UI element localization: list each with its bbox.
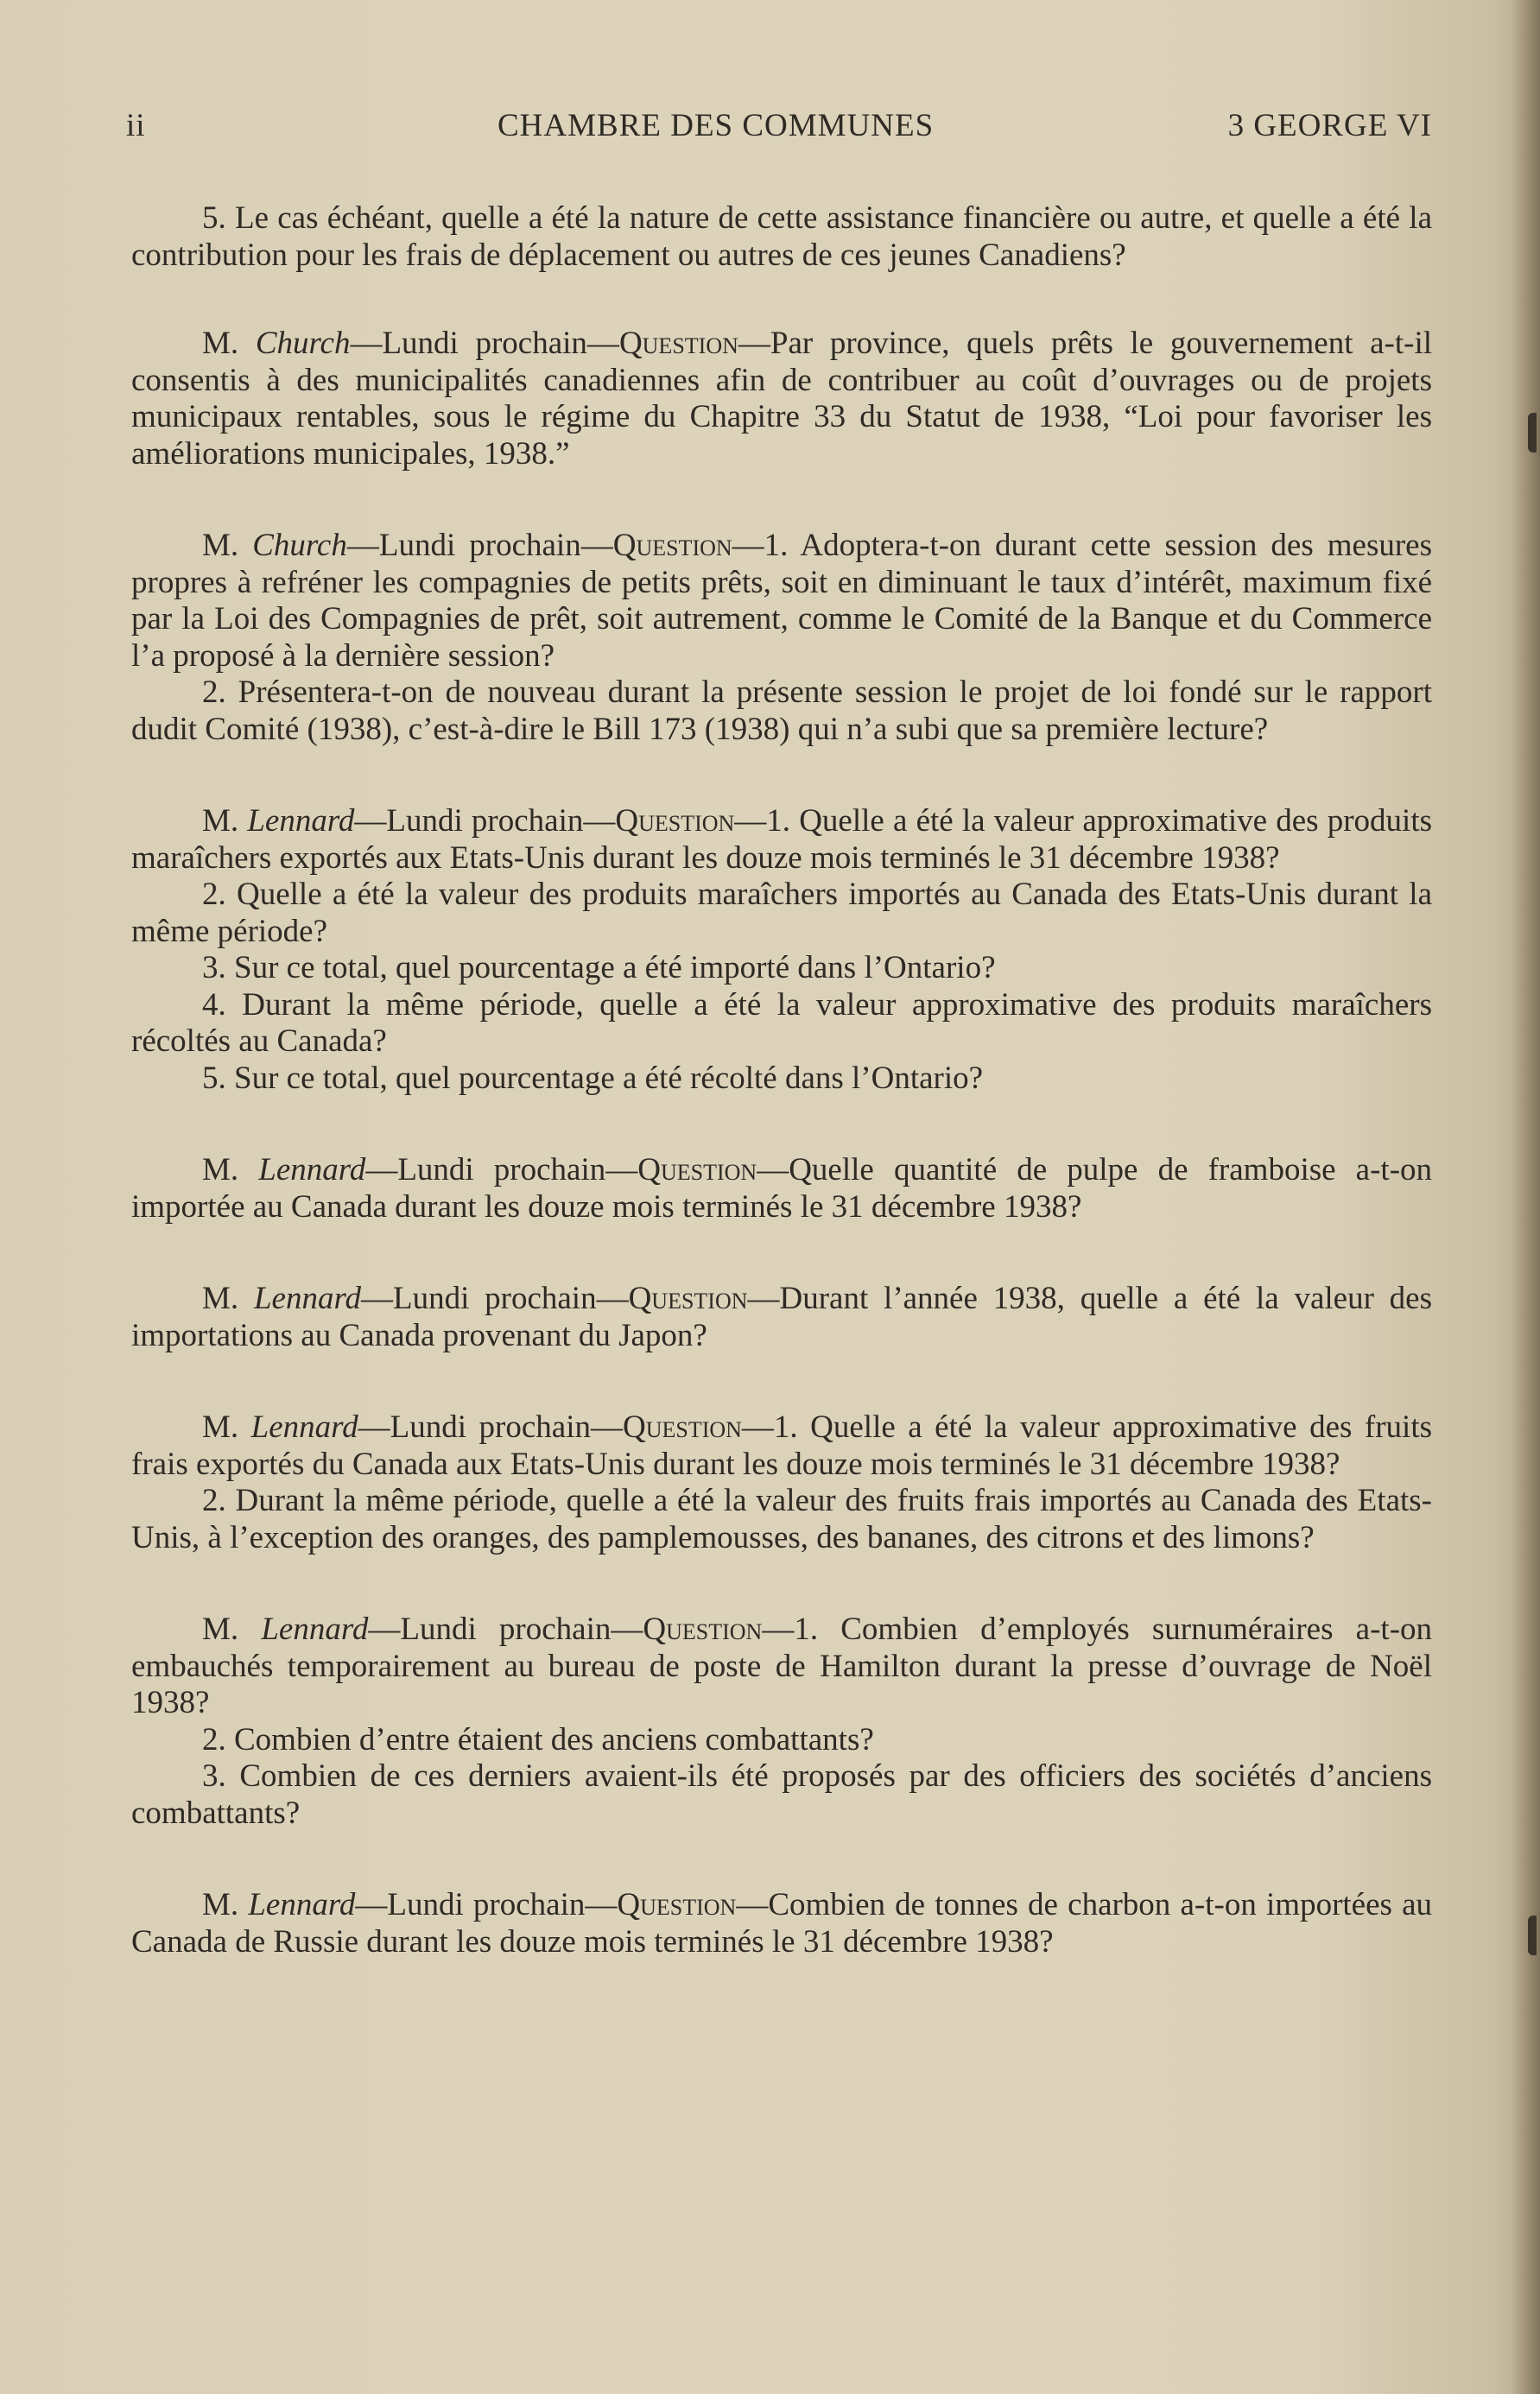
question-entry	[131, 1612, 1432, 1832]
question-paragraph	[131, 1758, 1432, 1832]
dash: —Lundi prochain—	[346, 528, 613, 563]
question-label: Question	[617, 1887, 737, 1922]
member-name: Lennard	[250, 1409, 358, 1445]
member-title: M.	[202, 803, 239, 839]
question-label: Question	[643, 1612, 763, 1647]
question-entry	[131, 326, 1432, 472]
page-number: ii	[126, 108, 146, 143]
member-name: Lennard	[258, 1152, 366, 1188]
member-name: Lennard	[253, 1281, 361, 1316]
question-entry	[131, 803, 1432, 1097]
continued-question	[131, 200, 1432, 274]
dash: —	[757, 1152, 789, 1188]
question-paragraph	[131, 1152, 1432, 1226]
question-text: Durant l’année 1938, quelle a été la valeur des importations au Canada provenant du Japon?	[131, 1281, 1432, 1353]
question-label: Question	[637, 1152, 757, 1188]
dash: —Lundi prochain—	[368, 1612, 643, 1647]
dash: —	[762, 1612, 795, 1647]
question-entry	[131, 528, 1432, 748]
question-text: Par province, quels prêts le gouvernement a-t-il consentis à des municipalités canadiennes afin de contribuer au coût d’ouvrages ou de projets municipaux rentables, sous le régime du Chapitre 33 du Statut de 1938, “Loi pour favoriser les améliorations municipales, 1938.”	[131, 326, 1433, 472]
question-text: 1. Combien d’employés surnuméraires a-t-on embauchés temporairement au bureau de poste de Hamilton durant la presse d’ouvrage de Noël 1938?	[131, 1612, 1433, 1720]
dash: —	[741, 1409, 774, 1445]
question-paragraph: 5. Le cas échéant, quelle a été la nature de cette assistance financière ou autre, et quelle a été la contribution pour les frais de déplacement ou autres de ces jeunes Canadiens?	[131, 200, 1432, 273]
question-paragraph	[131, 528, 1432, 674]
member-title: M.	[202, 326, 239, 361]
member-name: Lennard	[261, 1612, 369, 1647]
member-title: M.	[202, 1612, 239, 1647]
question-paragraph	[131, 987, 1432, 1061]
member-name: Church	[255, 326, 351, 361]
question-text: 2. Durant la même période, quelle a été la valeur des fruits frais importés au Canada des Etats-Unis, à l’exception des oranges, des pamplemousses, des bananes, des citrons et des limons?	[131, 1483, 1432, 1555]
question-entry	[131, 1887, 1432, 1960]
question-text: 4. Durant la même période, quelle a été la valeur approximative des produits maraîchers récoltés au Canada?	[131, 986, 1432, 1059]
binding-mark	[1528, 413, 1537, 453]
question-paragraph	[131, 877, 1432, 950]
dash: —	[738, 326, 770, 361]
member-title: M.	[202, 1409, 239, 1445]
question-paragraph	[131, 803, 1432, 877]
dash: —Lundi prochain—	[360, 1281, 629, 1316]
question-text: 5. Sur ce total, quel pourcentage a été récolté dans l’Ontario?	[202, 1060, 984, 1096]
dash: —Lundi prochain—	[355, 1887, 618, 1922]
question-paragraph	[131, 326, 1432, 472]
member-title: M.	[202, 528, 239, 563]
running-title: CHAMBRE DES COMMUNES	[497, 108, 935, 143]
dash: —Lundi prochain—	[354, 803, 616, 839]
question-label: Question	[628, 1281, 748, 1316]
question-paragraph	[131, 950, 1432, 987]
member-title: M.	[202, 1887, 239, 1922]
member-name: Lennard	[247, 803, 355, 839]
running-header	[126, 107, 1432, 150]
question-label: Question	[615, 803, 735, 839]
question-paragraph	[131, 1612, 1432, 1722]
question-paragraph	[131, 1887, 1432, 1960]
dash: —	[747, 1281, 780, 1316]
dash: —	[732, 528, 764, 563]
question-entry	[131, 1409, 1432, 1556]
question-paragraph	[131, 1483, 1432, 1556]
question-text: Quelle quantité de pulpe de framboise a-t-on importée au Canada durant les douze mois terminés le 31 décembre 1938?	[131, 1152, 1433, 1225]
regnal-year: 3 GEORGE VI	[1227, 108, 1432, 143]
question-paragraph	[131, 1281, 1432, 1354]
question-text: 1. Quelle a été la valeur approximative des produits maraîchers exportés aux Etats-Unis durant les douze mois terminés le 31 décembre 1938?	[131, 803, 1432, 876]
dash: —	[736, 1887, 769, 1922]
member-title: M.	[202, 1152, 239, 1188]
question-text: 1. Adoptera-t-on durant cette session des mesures propres à refréner les compagnies de petits prêts, soit en diminuant le taux d’intérêt, maximum fixé par la Loi des Compagnies de prêt, soit autrement, comme le Comité de la Banque et du Commerce l’a proposé à la dernière session?	[131, 528, 1433, 674]
question-text: 2. Quelle a été la valeur des produits maraîchers importés au Canada des Etats-Unis durant la même période?	[131, 877, 1432, 949]
question-list	[131, 326, 1432, 1960]
question-paragraph	[131, 674, 1432, 748]
binding-mark	[1528, 1916, 1537, 1955]
question-text: 2. Combien d’entre étaient des anciens combattants?	[202, 1721, 874, 1758]
dash: —	[734, 803, 767, 839]
question-text: 1. Quelle a été la valeur approximative des fruits frais exportés du Canada aux Etats-Unis durant les douze mois terminés le 31 décembre 1938?	[131, 1409, 1432, 1482]
question-label: Question	[622, 1409, 742, 1445]
question-label: Question	[618, 326, 738, 361]
question-text: 2. Présentera-t-on de nouveau durant la présente session le projet de loi fondé sur le rapport dudit Comité (1938), c’est-à-dire le Bill 173 (1938) qui n’a subi que sa première lecture?	[131, 674, 1432, 747]
question-entry	[131, 1152, 1432, 1226]
question-paragraph	[131, 1722, 1432, 1759]
dash: —Lundi prochain—	[365, 1152, 638, 1188]
member-name: Lennard	[248, 1887, 356, 1922]
dash: —Lundi prochain—	[358, 1409, 623, 1445]
dash: —Lundi prochain—	[350, 326, 619, 361]
page-edge-shadow	[1511, 0, 1540, 2394]
question-paragraph	[131, 1061, 1432, 1098]
question-text: Combien de tonnes de charbon a-t-on importées au Canada de Russie durant les douze mois terminés le 31 décembre 1938?	[131, 1887, 1433, 1960]
question-text: 3. Combien de ces derniers avaient-ils été proposés par des officiers des sociétés d’anciens combattants?	[131, 1758, 1432, 1831]
question-entry	[131, 1281, 1432, 1354]
question-text: 3. Sur ce total, quel pourcentage a été importé dans l’Ontario?	[202, 950, 996, 985]
page-body	[131, 200, 1432, 2016]
question-label: Question	[612, 528, 732, 563]
member-title: M.	[202, 1281, 239, 1316]
member-name: Church	[252, 528, 347, 563]
question-paragraph	[131, 1409, 1432, 1483]
